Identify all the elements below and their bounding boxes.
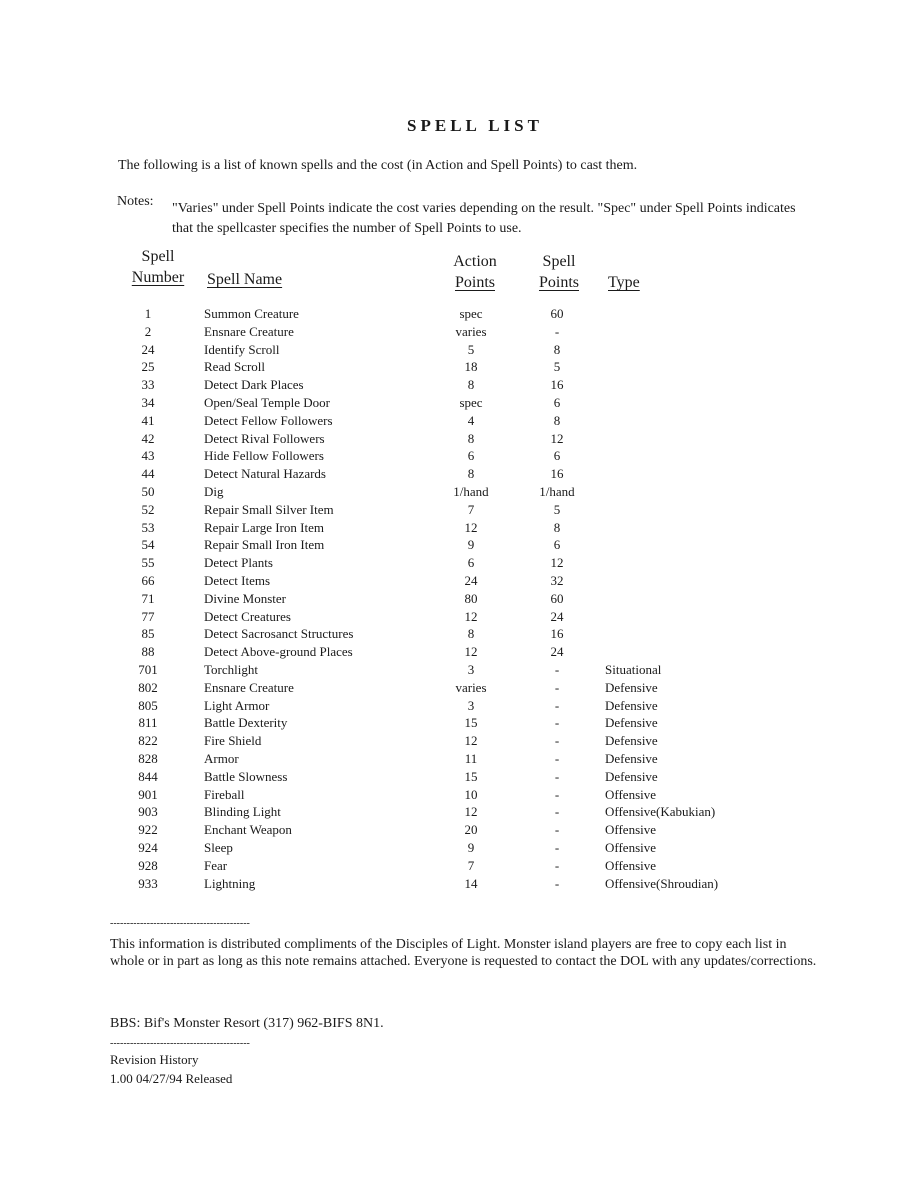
table-row: [0, 376, 918, 394]
spell-type: Offensive: [605, 822, 657, 838]
spell-type: Offensive(Shroudian): [605, 875, 719, 891]
spell-number: 25: [141, 359, 155, 375]
action-points: 18: [464, 359, 478, 375]
action-points: 11: [464, 750, 478, 766]
action-points: spec: [459, 394, 483, 410]
action-points: 12: [464, 644, 478, 660]
action-points: spec: [459, 306, 483, 321]
spell-number: 55: [141, 555, 155, 571]
spell-points: -: [554, 875, 560, 891]
spell-number: 77: [141, 608, 155, 624]
header-type: Type: [608, 274, 640, 291]
spell-number: 54: [141, 537, 155, 553]
spell-name: Ensnare Creature: [204, 679, 294, 695]
table-row: [0, 447, 918, 465]
header-sp-bottom: Points: [538, 274, 579, 291]
spell-points: 5: [553, 501, 561, 517]
spell-name: Divine Monster: [204, 590, 286, 606]
spell-number: 924: [138, 839, 158, 855]
revision-history-label: Revision History: [110, 1052, 199, 1067]
spell-type: Defensive: [605, 697, 658, 713]
spell-number: 844: [138, 768, 158, 784]
action-points: 80: [464, 590, 478, 606]
spell-points: 32: [550, 572, 564, 588]
spell-name: Detect Natural Hazards: [204, 466, 326, 482]
spell-name: Detect Sacrosanct Structures: [204, 626, 354, 642]
spell-number: 933: [138, 875, 158, 891]
action-points: 3: [467, 661, 475, 677]
header-action-points: [445, 251, 505, 293]
spell-name: Detect Above-ground Places: [204, 644, 353, 660]
spell-type: Offensive: [605, 786, 657, 802]
spell-points: 16: [550, 626, 564, 642]
spell-points: -: [554, 661, 560, 677]
spell-type: Defensive: [605, 715, 658, 731]
spell-number: 928: [138, 857, 158, 873]
spell-points: 8: [553, 341, 561, 357]
spell-points: 60: [550, 590, 564, 606]
spell-points: 6: [553, 394, 561, 410]
action-points: 1/hand: [453, 483, 489, 499]
spell-number: 805: [138, 697, 158, 713]
spell-points: 16: [550, 466, 564, 482]
spell-name: Lightning: [204, 875, 256, 891]
spell-type: Defensive: [605, 733, 658, 749]
header-number-bottom: Number: [131, 269, 185, 286]
table-row: [0, 714, 918, 732]
table-row: [0, 732, 918, 750]
header-number: [126, 246, 190, 288]
table-row: [0, 501, 918, 519]
table-row: [0, 394, 918, 412]
header-ap-bottom: Points: [454, 274, 495, 291]
spell-points: 16: [550, 377, 564, 393]
spell-points: 24: [550, 608, 564, 624]
action-points: 14: [464, 875, 478, 891]
spell-name: Hide Fellow Followers: [204, 448, 324, 464]
spell-type: Defensive: [605, 679, 658, 695]
spell-number: 66: [141, 572, 155, 588]
spell-points: -: [554, 768, 560, 784]
table-row: [0, 661, 918, 679]
notes-text: "Varies" under Spell Points indicate the cost varies depending on the result. "Spec" under Spell Points indicates that the spellcaster specifies the number of Spell Points to use.: [172, 201, 796, 236]
table-row: [0, 608, 918, 626]
spell-points: -: [554, 323, 560, 339]
spell-name: Ensnare Creature: [204, 323, 294, 339]
table-row: [0, 768, 918, 786]
table-row: [0, 358, 918, 376]
spell-number: 44: [141, 466, 155, 482]
spell-name: Open/Seal Temple Door: [204, 394, 330, 410]
spell-number: 34: [141, 394, 155, 410]
header-ap-top: Action: [453, 253, 497, 270]
spell-points: -: [554, 822, 560, 838]
spell-points: -: [554, 857, 560, 873]
table-row: [0, 679, 918, 697]
spell-type: Defensive: [605, 768, 658, 784]
action-points: 10: [464, 786, 478, 802]
spell-name: Identify Scroll: [204, 341, 280, 357]
spell-number: 828: [138, 750, 158, 766]
spell-name: Detect Items: [204, 572, 271, 588]
spell-points: 6: [553, 448, 561, 464]
table-row: [0, 305, 918, 323]
spell-points: 6: [553, 537, 561, 553]
spell-table-body: [0, 305, 918, 892]
table-row: [0, 625, 918, 643]
spell-name: Dig: [204, 483, 224, 499]
spell-number: 41: [141, 412, 155, 428]
spell-name: Fireball: [204, 786, 245, 802]
spell-number: 802: [138, 679, 158, 695]
table-row: [0, 839, 918, 857]
header-name: Spell Name: [207, 271, 283, 288]
header-sp-top: Spell: [542, 253, 576, 270]
spell-name: Battle Dexterity: [204, 715, 288, 731]
separator-line: ------------------------------------------: [110, 918, 250, 929]
spell-points: 5: [553, 359, 561, 375]
spell-points: 8: [553, 412, 561, 428]
spell-number: 33: [141, 377, 155, 393]
spell-number: 42: [141, 430, 155, 446]
table-row: [0, 857, 918, 875]
spell-name: Blinding Light: [204, 804, 281, 820]
action-points: 8: [467, 466, 475, 482]
spell-name: Torchlight: [204, 661, 258, 677]
spell-points: 1/hand: [539, 483, 575, 499]
spell-name: Detect Rival Followers: [204, 430, 325, 446]
action-points: 12: [464, 733, 478, 749]
action-points: 7: [467, 857, 475, 873]
spell-number: 903: [138, 804, 158, 820]
spell-number: 85: [141, 626, 155, 642]
table-row: [0, 786, 918, 804]
spell-type: Offensive: [605, 857, 657, 873]
spell-name: Detect Dark Places: [204, 377, 304, 393]
page-title: SPELL LIST: [407, 116, 543, 135]
action-points: 8: [467, 377, 475, 393]
spell-number: 701: [138, 661, 158, 677]
spell-points: 12: [550, 430, 564, 446]
spell-name: Read Scroll: [204, 359, 266, 375]
spell-points: 60: [550, 306, 564, 321]
table-row: [0, 821, 918, 839]
table-row: [0, 430, 918, 448]
spell-number: 24: [141, 341, 155, 357]
table-row: [0, 572, 918, 590]
spell-type: Defensive: [605, 750, 658, 766]
action-points: 4: [467, 412, 475, 428]
action-points: 6: [467, 448, 475, 464]
distribution-note: This information is distributed compliments of the Disciples of Light. Monster island players are free to copy each list in whole or in part as long as this note remains attached. Everyone is requested to contact the DOL with any updates/corrections.: [110, 937, 817, 969]
table-row: [0, 341, 918, 359]
action-points: 12: [464, 608, 478, 624]
action-points: 15: [464, 768, 478, 784]
spell-number: 43: [141, 448, 155, 464]
action-points: 6: [467, 555, 475, 571]
spell-points: -: [554, 733, 560, 749]
spell-name: Detect Fellow Followers: [204, 412, 333, 428]
spell-number: 53: [141, 519, 155, 535]
action-points: 9: [467, 839, 475, 855]
spell-points: 8: [553, 519, 561, 535]
spell-name: Detect Plants: [204, 555, 273, 571]
separator-line: ------------------------------------------: [110, 1038, 250, 1049]
spell-points: 24: [550, 644, 564, 660]
spell-name: Sleep: [204, 839, 233, 855]
action-points: 12: [464, 804, 478, 820]
spell-name: Fear: [204, 857, 228, 873]
table-row: [0, 483, 918, 501]
spell-points: -: [554, 804, 560, 820]
spell-points: -: [554, 715, 560, 731]
action-points: 15: [464, 715, 478, 731]
spell-number: 922: [138, 822, 158, 838]
spell-name: Repair Large Iron Item: [204, 519, 324, 535]
action-points: 8: [467, 430, 475, 446]
table-row: [0, 643, 918, 661]
bbs-info: BBS: Bif's Monster Resort (317) 962-BIFS 8N1.: [110, 1016, 384, 1031]
spell-number: 88: [141, 644, 155, 660]
spell-type: Situational: [605, 661, 662, 677]
spell-number: 811: [138, 715, 158, 731]
action-points: varies: [455, 323, 487, 339]
table-row: [0, 519, 918, 537]
spell-points: -: [554, 750, 560, 766]
table-row: [0, 536, 918, 554]
spell-name: Enchant Weapon: [204, 822, 292, 838]
table-row: [0, 465, 918, 483]
spell-points: -: [554, 679, 560, 695]
spell-name: Repair Small Iron Item: [204, 537, 325, 553]
spell-number: 71: [141, 590, 155, 606]
action-points: 9: [467, 537, 475, 553]
spell-name: Detect Creatures: [204, 608, 291, 624]
spell-type: Offensive(Kabukian): [605, 804, 716, 820]
spell-name: Repair Small Silver Item: [204, 501, 334, 517]
spell-number: 2: [144, 323, 152, 339]
action-points: 20: [464, 822, 478, 838]
header-spell-points: [531, 251, 587, 293]
spell-number: 1: [144, 306, 152, 321]
spell-points: 12: [550, 555, 564, 571]
action-points: 7: [467, 501, 475, 517]
spell-type: Offensive: [605, 839, 657, 855]
revision-entry: 1.00 04/27/94 Released: [110, 1071, 233, 1086]
table-row: [0, 590, 918, 608]
action-points: 8: [467, 626, 475, 642]
notes-label: Notes:: [117, 194, 154, 209]
table-row: [0, 803, 918, 821]
spell-name: Summon Creature: [204, 306, 299, 321]
action-points: 5: [467, 341, 475, 357]
action-points: 12: [464, 519, 478, 535]
table-row: [0, 697, 918, 715]
spell-points: -: [554, 697, 560, 713]
spell-name: Light Armor: [204, 697, 270, 713]
spell-points: -: [554, 839, 560, 855]
table-row: [0, 323, 918, 341]
table-row: [0, 412, 918, 430]
header-number-top: Spell: [141, 248, 175, 265]
spell-name: Armor: [204, 750, 239, 766]
action-points: 24: [464, 572, 478, 588]
intro-text: The following is a list of known spells and the cost (in Action and Spell Points) to cast them.: [118, 158, 638, 173]
action-points: 3: [467, 697, 475, 713]
spell-name: Fire Shield: [204, 733, 262, 749]
spell-name: Battle Slowness: [204, 768, 288, 784]
spell-number: 901: [138, 786, 158, 802]
action-points: varies: [455, 679, 487, 695]
spell-points: -: [554, 786, 560, 802]
spell-number: 50: [141, 483, 155, 499]
spell-number: 52: [141, 501, 155, 517]
spell-number: 822: [138, 733, 158, 749]
table-row: [0, 554, 918, 572]
table-row: [0, 875, 918, 893]
table-row: [0, 750, 918, 768]
